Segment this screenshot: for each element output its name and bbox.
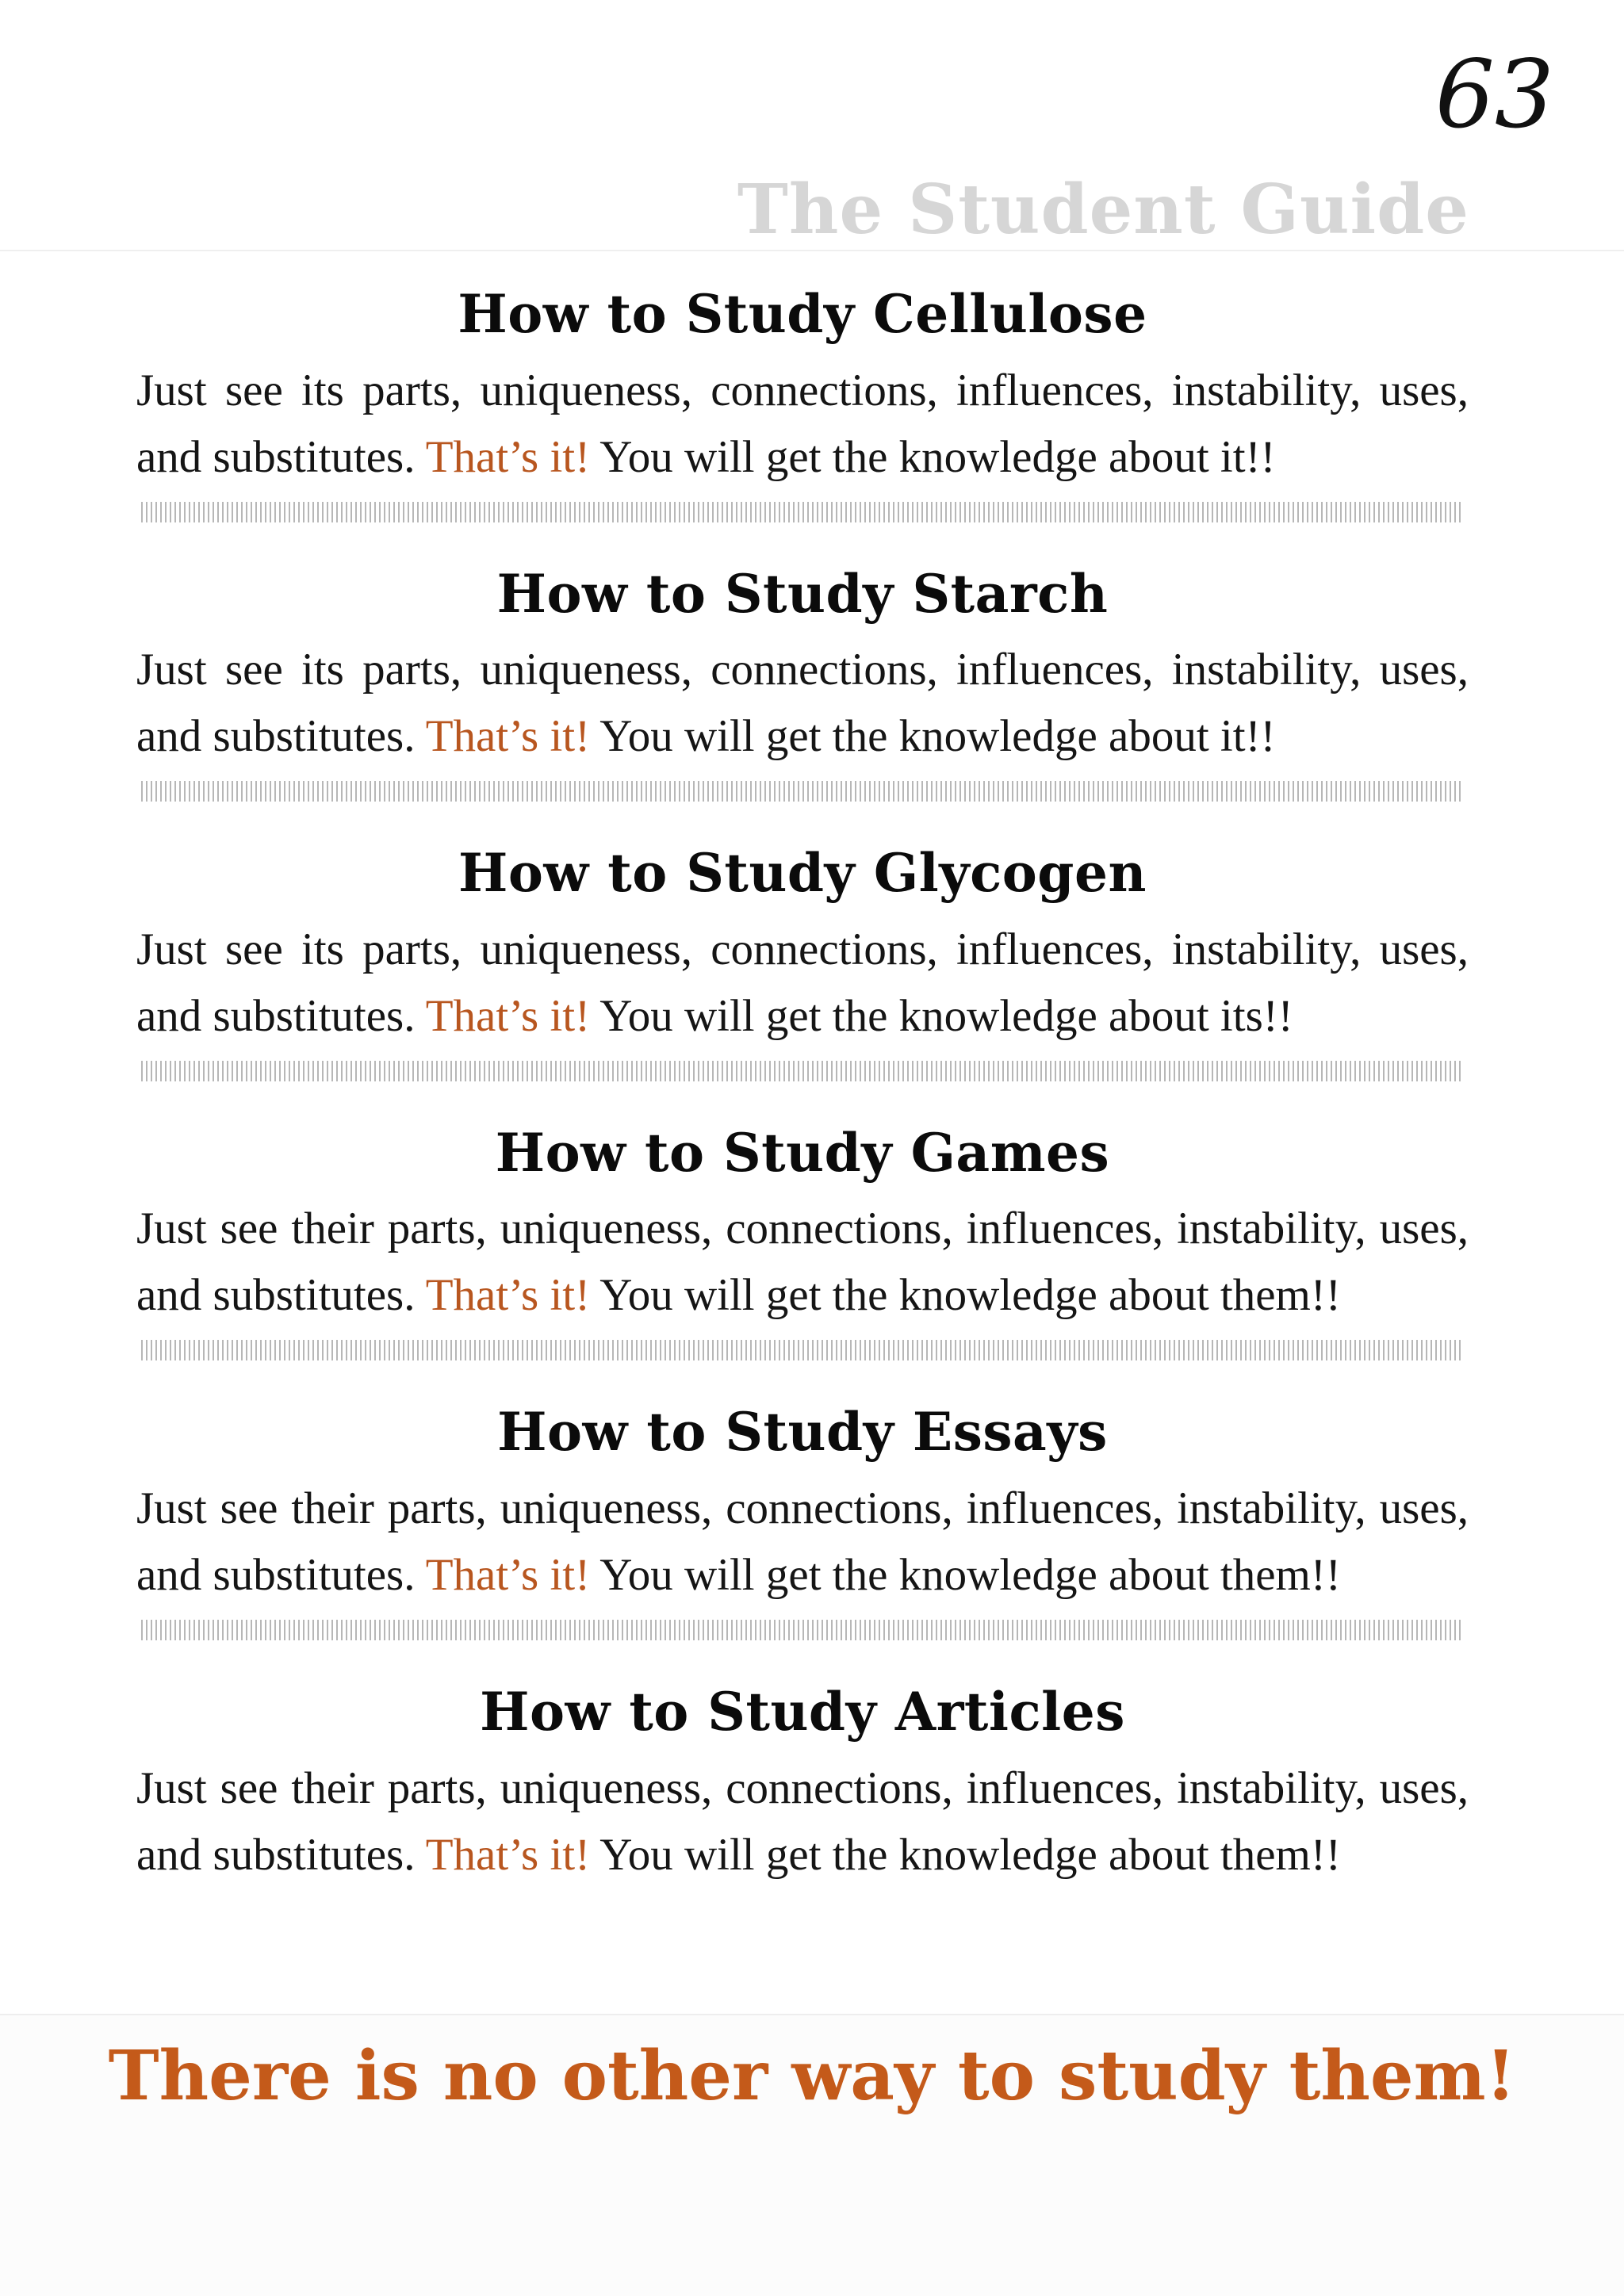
section-starch xyxy=(136,562,1469,802)
section-body xyxy=(136,1196,1469,1329)
body-tail: You will get the knowledge about them!! xyxy=(599,1549,1341,1600)
body-lead: Just see its parts, uniqueness, connections, influences, instability, uses, and substitutes. xyxy=(136,924,1469,1041)
accent-phrase: That’s it! xyxy=(425,431,591,482)
section-body xyxy=(136,916,1469,1050)
body-lead: Just see their parts, uniqueness, connections, influences, instability, uses, and substitutes. xyxy=(136,1203,1469,1321)
body-lead: Just see its parts, uniqueness, connections, influences, instability, uses, and substitutes. xyxy=(136,645,1469,762)
body-tail: You will get the knowledge about them!! xyxy=(599,1829,1341,1880)
section-title: How to Study Starch xyxy=(496,562,1109,625)
body-tail: You will get the knowledge about it!! xyxy=(599,711,1276,762)
section-divider xyxy=(141,781,1461,802)
closing-statement: There is no other way to study them! xyxy=(108,2036,1516,2116)
body-lead: Just see its parts, uniqueness, connections, influences, instability, uses, and substitutes. xyxy=(136,365,1469,482)
section-title: How to Study Essays xyxy=(497,1401,1108,1464)
section-title: How to Study Glycogen xyxy=(458,842,1147,905)
section-body xyxy=(136,358,1469,491)
content-area xyxy=(136,285,1469,1888)
accent-phrase: That’s it! xyxy=(425,1549,591,1600)
section-divider xyxy=(141,502,1461,522)
body-lead: Just see their parts, uniqueness, connections, influences, instability, uses, and substitutes. xyxy=(136,1762,1469,1880)
section-games xyxy=(136,1121,1469,1361)
accent-phrase: That’s it! xyxy=(425,711,591,762)
running-head-title: The Student Guide xyxy=(737,170,1469,250)
section-divider xyxy=(141,1061,1461,1081)
body-tail: You will get the knowledge about its!! xyxy=(599,990,1293,1041)
section-title: How to Study Cellulose xyxy=(458,283,1147,345)
section-articles xyxy=(136,1680,1469,1888)
page-number: 63 xyxy=(1434,40,1554,149)
header-rule xyxy=(0,250,1624,251)
section-title: How to Study Games xyxy=(495,1121,1110,1184)
section-body xyxy=(136,637,1469,770)
accent-phrase: That’s it! xyxy=(425,990,591,1041)
section-cellulose xyxy=(136,285,1469,522)
section-title: How to Study Articles xyxy=(480,1680,1125,1743)
body-lead: Just see their parts, uniqueness, connections, influences, instability, uses, and substitutes. xyxy=(136,1483,1469,1600)
section-body xyxy=(136,1475,1469,1609)
body-tail: You will get the knowledge about it!! xyxy=(599,431,1276,482)
section-divider xyxy=(141,1340,1461,1360)
accent-phrase: That’s it! xyxy=(425,1270,591,1321)
section-glycogen xyxy=(136,844,1469,1081)
accent-phrase: That’s it! xyxy=(425,1829,591,1880)
section-body xyxy=(136,1755,1469,1888)
section-divider xyxy=(141,1620,1461,1640)
section-essays xyxy=(136,1403,1469,1640)
body-tail: You will get the knowledge about them!! xyxy=(599,1270,1341,1321)
